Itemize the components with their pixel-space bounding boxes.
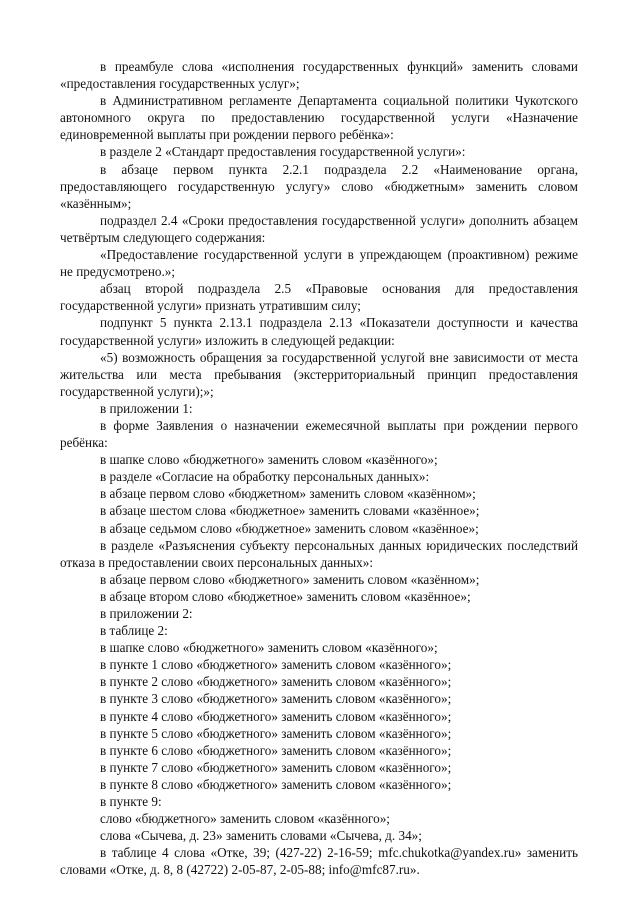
paragraph-item-2: в пункте 2 слово «бюджетного» заменить словом «казённого»; xyxy=(100,674,452,690)
paragraph-consent-6: в абзаце шестом слова «бюджетное» заменить словами «казённое»; xyxy=(100,503,480,519)
paragraph-consent-1: в абзаце первом слово «бюджетном» заменить словом «казённом»; xyxy=(100,486,476,502)
paragraph-form-header: в шапке слово «бюджетного» заменить словом «казённого»; xyxy=(100,452,438,468)
paragraph-table-4: в таблице 4 слова «Отке, 39; (427-22) 2-16-59; mfc.chukotka@yandex.ru» заменить словами «Отке, д. 8, 8 (42722) 2-05-87, 2-05-88; info@mfc87.ru». xyxy=(60,845,578,878)
paragraph-item-3: в пункте 3 слово «бюджетного» заменить словом «казённого»; xyxy=(100,691,452,707)
paragraph-2-13-1: подпункт 5 пункта 2.13.1 подраздела 2.13 «Показатели доступности и качества государственной услуги» изложить в следующей редакции: xyxy=(60,315,578,348)
paragraph-item-9-word: слово «бюджетного» заменить словом «казённого»; xyxy=(100,811,390,827)
paragraph-item-7: в пункте 7 слово «бюджетного» заменить словом «казённого»; xyxy=(100,759,452,775)
paragraph-application-form: в форме Заявления о назначении ежемесячной выплаты при рождении первого ребёнка: xyxy=(60,417,578,451)
paragraph-table-2: в таблице 2: xyxy=(100,623,168,639)
paragraph-consent-section: в разделе «Согласие на обработку персональных данных»: xyxy=(100,469,430,485)
document-page xyxy=(60,58,578,879)
paragraph-section-2: в разделе 2 «Стандарт предоставления государственной услуги»: xyxy=(100,144,466,160)
paragraph-item-6: в пункте 6 слово «бюджетного» заменить словом «казённого»; xyxy=(100,742,452,758)
paragraph-2-5: абзац второй подраздела 2.5 «Правовые основания для предоставления государственной услуги» признать утратившим силу; xyxy=(60,281,578,314)
paragraph-table-header: в шапке слово «бюджетного» заменить словом «казённого»; xyxy=(100,640,438,656)
paragraph-2-4-text: «Предоставление государственной услуги в упреждающем (проактивном) режиме не предусмотрено.»; xyxy=(60,247,578,280)
paragraph-consent-7: в абзаце седьмом слово «бюджетное» заменить словом «казённое»; xyxy=(100,520,479,536)
paragraph-appendix-1: в приложении 1: xyxy=(100,400,193,416)
paragraph-item-4: в пункте 4 слово «бюджетного» заменить словом «казённого»; xyxy=(100,708,452,724)
paragraph-item-1: в пункте 1 слово «бюджетного» заменить словом «казённого»; xyxy=(100,657,452,673)
paragraph-2-4: подраздел 2.4 «Сроки предоставления государственной услуги» дополнить абзацем четвёртым следующего содержания: xyxy=(60,212,578,245)
paragraph-item-9-address: слова «Сычева, д. 23» заменить словами «Сычева, д. 34»; xyxy=(100,828,422,844)
paragraph-item-8: в пункте 8 слово «бюджетного» заменить словом «казённого»; xyxy=(100,776,452,792)
paragraph-2-13-1-text: «5) возможность обращения за государственной услугой вне зависимости от места жительства или места пребывания (экстерриториальный принцип предоставления государственной услуги);»; xyxy=(60,349,578,399)
paragraph-explanations-2: в абзаце втором слово «бюджетное» заменить словом «казённое»; xyxy=(100,588,471,604)
paragraph-appendix-2: в приложении 2: xyxy=(100,606,193,621)
paragraph-explanations-1: в абзаце первом слово «бюджетного» заменить словом «казённом»; xyxy=(100,571,480,587)
paragraph-item-5: в пункте 5 слово «бюджетного» заменить словом «казённого»; xyxy=(100,725,452,741)
paragraph-item-9: в пункте 9: xyxy=(100,794,162,810)
paragraph-2-2-1: в абзаце первом пункта 2.2.1 подраздела 2.2 «Наименование органа, предоставляющего государственную услугу» слово «бюджетным» заменить словом «казённым»; xyxy=(60,161,578,211)
paragraph-regulation: в Административном регламенте Департамента социальной политики Чукотского автономного округа по предоставлению государственной услуги «Назначение единовременной выплаты при рождении первого ребёнка»: xyxy=(60,93,578,143)
paragraph-preamble: в преамбуле слова «исполнения государственных функций» заменить словами «предоставления государственных услуг»; xyxy=(60,59,578,92)
paragraph-explanations-section: в разделе «Разъяснения субъекту персональных данных юридических последствий отказа в предоставлении своих персональных данных»: xyxy=(60,537,578,570)
